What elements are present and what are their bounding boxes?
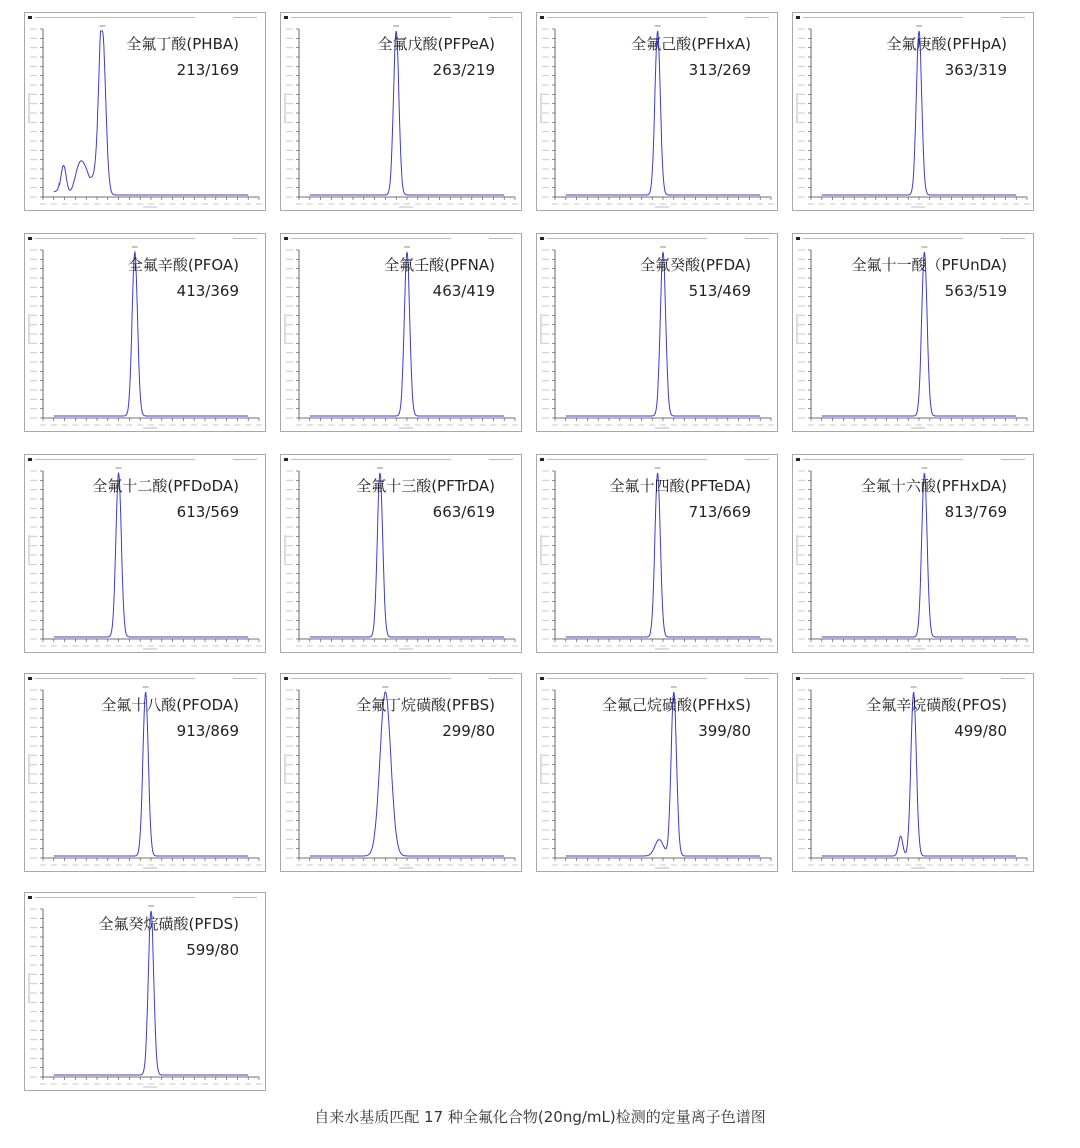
axes <box>43 250 259 418</box>
axes <box>299 29 515 197</box>
axes <box>555 250 771 418</box>
transition-label: 399/80 <box>698 722 751 740</box>
header-marker <box>28 16 32 19</box>
axes <box>43 471 259 639</box>
chromatogram-panel <box>792 12 1034 211</box>
chromatogram-trace <box>54 473 248 637</box>
chromatogram-trace <box>566 473 760 637</box>
header-marker <box>796 677 800 680</box>
transition-label: 363/319 <box>944 61 1007 79</box>
chromatogram-panel <box>536 233 778 432</box>
header-marker <box>284 16 288 19</box>
compound-label: 全氟戊酸(PFPeA) <box>377 35 495 53</box>
header-marker <box>28 896 32 899</box>
compound-label: 全氟十一酸（PFUnDA) <box>851 256 1007 274</box>
chromatogram-panel <box>24 454 266 653</box>
header-marker <box>540 677 544 680</box>
axes <box>811 29 1027 197</box>
chromatogram-trace <box>54 911 248 1075</box>
compound-label: 全氟十八酸(PFODA) <box>101 696 239 714</box>
chromatogram-trace <box>310 252 504 416</box>
header-marker <box>796 458 800 461</box>
transition-label: 563/519 <box>944 282 1007 300</box>
compound-label: 全氟十六酸(PFHxDA) <box>860 477 1007 495</box>
compound-label: 全氟丁烷磺酸(PFBS) <box>356 696 495 714</box>
transition-label: 499/80 <box>954 722 1007 740</box>
compound-label: 全氟己酸(PFHxA) <box>631 35 751 53</box>
chromatogram-panel <box>792 233 1034 432</box>
compound-label: 全氟庚酸(PFHpA) <box>886 35 1007 53</box>
transition-label: 413/369 <box>176 282 239 300</box>
compound-label: 全氟壬酸(PFNA) <box>384 256 495 274</box>
header-marker <box>796 16 800 19</box>
axes <box>43 909 259 1077</box>
chromatogram-panel <box>24 673 266 872</box>
header-marker <box>540 237 544 240</box>
figure-caption: 自来水基质匹配 17 种全氟化合物(20ng/mL)检测的定量离子色谱图 <box>314 1108 766 1126</box>
chromatogram-trace <box>566 692 760 856</box>
compound-label: 全氟己烷磺酸(PFHxS) <box>601 696 751 714</box>
chromatogram-trace <box>54 31 248 195</box>
transition-label: 663/619 <box>432 503 495 521</box>
axes <box>299 690 515 858</box>
chromatogram-panel <box>280 673 522 872</box>
chromatogram-panel <box>792 454 1034 653</box>
chromatogram-panel <box>280 233 522 432</box>
axes <box>299 250 515 418</box>
chromatogram-panel <box>536 12 778 211</box>
header-marker <box>284 237 288 240</box>
chromatogram-panel <box>280 12 522 211</box>
compound-label: 全氟十二酸(PFDoDA) <box>92 477 239 495</box>
chromatogram-trace <box>54 692 248 856</box>
transition-label: 299/80 <box>442 722 495 740</box>
chromatogram-trace <box>822 252 1016 416</box>
chromatogram-panel <box>24 233 266 432</box>
transition-label: 913/869 <box>176 722 239 740</box>
chromatogram-panel <box>24 12 266 211</box>
chromatogram-trace <box>822 692 1016 856</box>
transition-label: 213/169 <box>176 61 239 79</box>
compound-label: 全氟辛酸(PFOA) <box>127 256 239 274</box>
compound-label: 全氟十三酸(PFTrDA) <box>356 477 495 495</box>
compound-label: 全氟癸烷磺酸(PFDS) <box>98 915 239 933</box>
chromatogram-trace <box>310 692 504 856</box>
axes <box>555 690 771 858</box>
chromatogram-panel <box>280 454 522 653</box>
header-marker <box>284 677 288 680</box>
chromatogram-trace <box>822 31 1016 195</box>
header-marker <box>540 16 544 19</box>
header-marker <box>28 677 32 680</box>
header-marker <box>28 458 32 461</box>
transition-label: 613/569 <box>176 503 239 521</box>
header-marker <box>540 458 544 461</box>
chromatogram-panel <box>536 454 778 653</box>
compound-label: 全氟辛烷磺酸(PFOS) <box>866 696 1007 714</box>
header-marker <box>284 458 288 461</box>
chromatogram-trace <box>566 252 760 416</box>
transition-label: 313/269 <box>688 61 751 79</box>
transition-label: 813/769 <box>944 503 1007 521</box>
header-marker <box>28 237 32 240</box>
transition-label: 713/669 <box>688 503 751 521</box>
chromatogram-panel <box>24 892 266 1091</box>
transition-label: 263/219 <box>432 61 495 79</box>
chromatogram-trace <box>54 252 248 416</box>
chromatogram-panel <box>792 673 1034 872</box>
chromatogram-trace <box>310 31 504 195</box>
axes <box>43 29 259 197</box>
transition-label: 513/469 <box>688 282 751 300</box>
chromatogram-panel <box>536 673 778 872</box>
chromatogram-trace <box>822 473 1016 637</box>
chromatogram-trace <box>310 474 504 638</box>
header-marker <box>796 237 800 240</box>
chromatogram-trace <box>566 31 760 195</box>
compound-label: 全氟十四酸(PFTeDA) <box>609 477 751 495</box>
compound-label: 全氟癸酸(PFDA) <box>640 256 751 274</box>
transition-label: 599/80 <box>186 941 239 959</box>
axes <box>299 471 515 639</box>
transition-label: 463/419 <box>432 282 495 300</box>
compound-label: 全氟丁酸(PHBA) <box>126 35 239 53</box>
